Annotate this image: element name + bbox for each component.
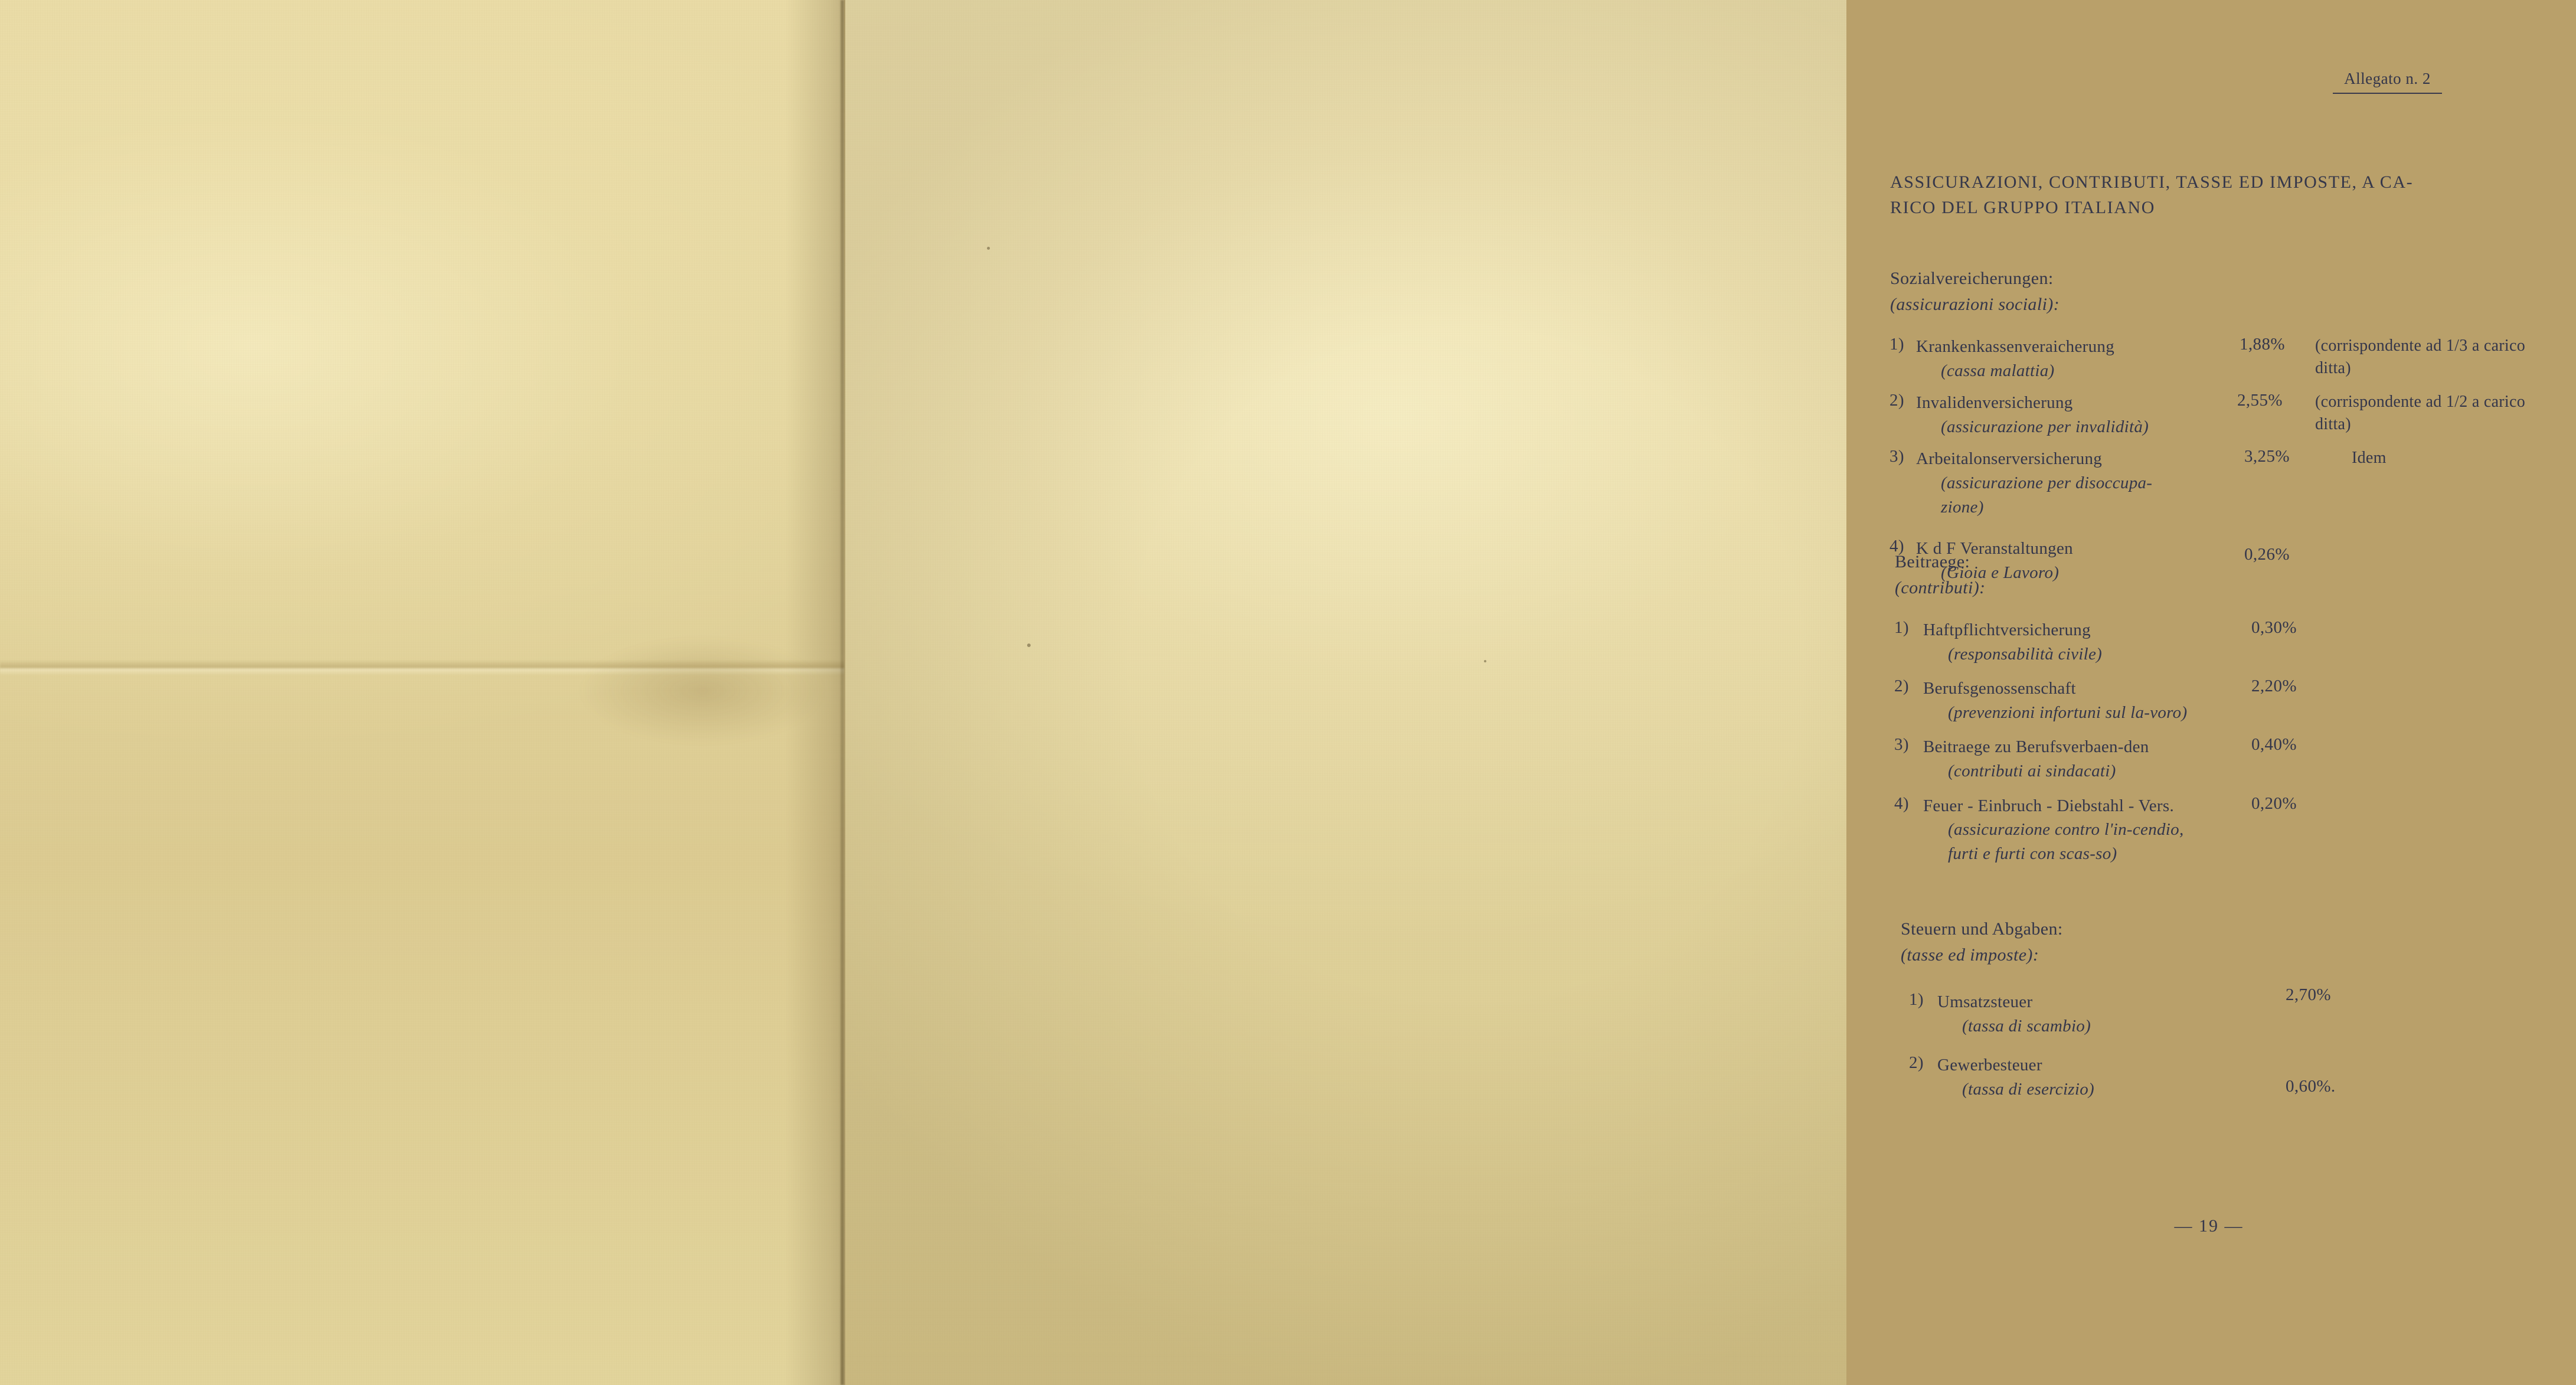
item-label-de: Krankenkassenveraicherung	[1916, 337, 2115, 356]
item-label-it: (tassa di scambio)	[1962, 1016, 2091, 1036]
page-title	[1890, 170, 2445, 220]
item-value: 2,70%	[2286, 985, 2331, 1004]
item-value: 0,20%	[2251, 793, 2297, 813]
page-title-line-1: ASSICURAZIONI, CONTRIBUTI, TASSE ED IMPOSTE, A CA-	[1890, 172, 2414, 192]
item-value: 2,20%	[2251, 677, 2297, 696]
item-label-it: (assicurazione per invalidità)	[1941, 417, 2149, 436]
item-value: 0,26%	[2244, 545, 2290, 564]
item-marker: 2)	[1889, 391, 1904, 410]
item-value: 2,55%	[2237, 391, 2283, 410]
item-label-de: Beitraege zu Berufsverbaen-den	[1923, 737, 2149, 757]
item-marker: 3)	[1889, 447, 1904, 466]
section-heading-de: Sozialvereicherungen:	[1890, 269, 2054, 288]
item-marker: 4)	[1894, 793, 1909, 813]
book-spine	[841, 0, 844, 1385]
section-sozialversicherungen	[1889, 266, 2526, 594]
annex-label: Allegato n. 2	[2333, 70, 2442, 94]
section-heading-it: (assicurazioni sociali):	[1890, 294, 2060, 314]
item-label-it: (responsabilità civile)	[1948, 644, 2103, 664]
item-marker: 2)	[1894, 677, 1909, 696]
item-value: 0,40%	[2251, 735, 2297, 754]
item-label-it: (assicurazione contro l'in-cendio, furti e furti con scas-so)	[1948, 820, 2184, 863]
section-steuern	[1901, 916, 2456, 1110]
item-value: 0,60%.	[2286, 1077, 2336, 1096]
page-title-line-2: RICO DEL GRUPPO ITALIANO	[1890, 197, 2156, 217]
item-value: 1,88%	[2240, 335, 2285, 354]
list-item	[1889, 391, 2526, 439]
right-printed-page	[845, 0, 2526, 1385]
section-heading	[1901, 916, 2456, 968]
list-item	[1890, 447, 2445, 519]
item-label-de: Feuer - Einbruch - Diebstahl - Vers.	[1923, 796, 2175, 815]
list-item	[1901, 1053, 2456, 1101]
item-note: (corrispondente ad 1/2 a carico ditta)	[2315, 393, 2526, 434]
item-marker: 3)	[1894, 735, 1909, 754]
item-label-it: (contributi ai sindacati)	[1948, 761, 2116, 780]
list-item	[1895, 735, 2450, 783]
item-marker: 2)	[1909, 1053, 1924, 1073]
item-label-it: (tassa di esercizio)	[1962, 1079, 2095, 1099]
item-label-de: K d F Veranstaltungen	[1916, 539, 2073, 558]
section-items	[1895, 618, 2450, 865]
page-number: — 19 —	[2174, 1216, 2244, 1236]
section-heading-it: (contributi):	[1895, 577, 1986, 597]
item-label-de: Arbeitalonserversicherung	[1916, 449, 2103, 469]
item-note: (corrispondente ad 1/3 a carico ditta)	[2315, 337, 2526, 378]
item-marker: 1)	[1889, 335, 1904, 354]
item-note: Idem	[2352, 449, 2387, 468]
item-label-it: (cassa malattia)	[1941, 361, 2055, 380]
item-label-de: Umsatzsteuer	[1937, 992, 2033, 1011]
list-item	[1895, 794, 2450, 866]
section-heading-de: Beitraege:	[1895, 552, 1970, 571]
item-label-de: Berufsgenossenschaft	[1923, 679, 2076, 698]
section-heading-de: Steuern und Abgaben:	[1901, 919, 2063, 939]
section-heading-it: (tasse ed imposte):	[1901, 945, 2039, 965]
ink-speck	[987, 247, 990, 250]
item-label-it: (prevenzioni infortuni sul la-voro)	[1948, 703, 2188, 722]
item-value: 0,30%	[2251, 618, 2297, 637]
section-beitraege	[1895, 549, 2450, 875]
item-label-de: Haftpflichtversicherung	[1923, 620, 2091, 639]
section-heading	[1895, 549, 2450, 600]
section-items	[1889, 335, 2526, 584]
section-items	[1901, 985, 2456, 1101]
ink-speck	[1484, 660, 1486, 662]
item-label-de: Invalidenversicherung	[1916, 393, 2073, 413]
item-marker: 1)	[1894, 618, 1909, 637]
section-heading	[1890, 266, 2445, 317]
list-item	[1889, 335, 2526, 383]
item-label-de: Gewerbesteuer	[1937, 1056, 2042, 1075]
list-item	[1895, 618, 2450, 666]
item-value: 3,25%	[2244, 447, 2290, 466]
item-marker: 1)	[1909, 990, 1924, 1009]
list-item	[1901, 985, 2456, 1038]
item-label-it: (Gioia e Lavoro)	[1941, 563, 2060, 582]
list-item	[1895, 677, 2450, 724]
ink-speck	[1027, 643, 1031, 647]
item-label-it: (assicurazione per disoccupa-zione)	[1941, 473, 2153, 517]
item-marker: 4)	[1889, 537, 1904, 556]
